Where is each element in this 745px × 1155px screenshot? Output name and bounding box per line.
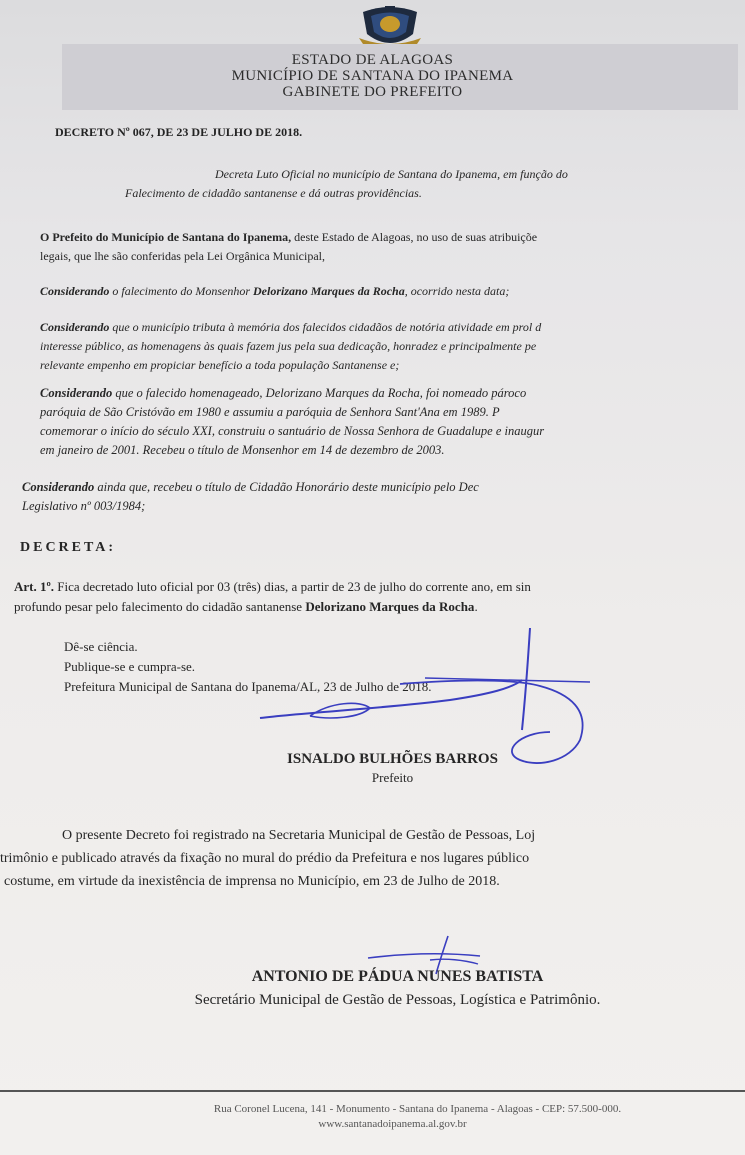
state-heading: ESTADO DE ALAGOAS xyxy=(291,52,454,68)
considerando-text: que o município tributa à memória dos falecidos cidadãos de notória atividade em prol d xyxy=(109,320,542,334)
closing-line: Publique-se e cumpra-se. xyxy=(64,659,196,674)
considerando-text: ainda que, recebeu o título de Cidadão Honorário deste município pelo Dec xyxy=(94,480,479,494)
mayor-name: ISNALDO BULHÕES BARROS xyxy=(287,751,498,767)
considerando-text: que o falecido homenageado, Delorizano Marques da Rocha, foi nomeado pároco xyxy=(112,386,527,400)
considerando-text: comemorar o início do século XXI, construiu o santuário de Nossa Senhora de Guadalupe e inaugur xyxy=(40,424,545,438)
office-heading: GABINETE DO PREFEITO xyxy=(282,84,463,100)
considerando-text: o falecimento do Monsenhor xyxy=(109,284,254,298)
preamble-text: deste Estado de Alagoas, no uso de suas atribuiçõe xyxy=(291,230,538,244)
footer-address: Rua Coronel Lucena, 141 - Monumento - Santana do Ipanema - Alagoas - CEP: 57.500-000. xyxy=(213,1103,622,1115)
considerando-3 xyxy=(40,384,745,460)
considerando-lead: Considerando xyxy=(40,320,110,334)
considerando-text: relevante empenho em propiciar benefício a toda população Santanense e; xyxy=(40,358,400,372)
closing-line: Dê-se ciência. xyxy=(64,639,138,654)
footer-divider xyxy=(0,1090,745,1092)
preamble-lead: O Prefeito do Município de Santana do Ipanema, xyxy=(40,230,292,244)
considerando-lead: Considerando xyxy=(22,480,95,494)
closing-line: Prefeitura Municipal de Santana do Ipanema/AL, 23 de Julho de 2018. xyxy=(64,679,432,694)
considerando-text: Legislativo nº 003/1984; xyxy=(22,499,146,513)
registration-line: O presente Decreto foi registrado na Secretaria Municipal de Gestão de Pessoas, Loj xyxy=(62,828,536,843)
preamble-text: legais, que lhe são conferidas pela Lei Orgânica Municipal, xyxy=(40,249,326,263)
summary-line: Decreta Luto Oficial no município de Santana do Ipanema, em função do xyxy=(215,167,568,181)
article-text: Fica decretado luto oficial por 03 (três) dias, a partir de 23 de julho do corrente ano, em sin xyxy=(54,579,531,594)
registration-line: costume, em virtude da inexistência de imprensa no Município, em 23 de Julho de 2018. xyxy=(4,874,500,889)
considerando-4 xyxy=(22,478,732,516)
decree-title: DECRETO Nº 067, DE 23 DE JULHO DE 2018. xyxy=(55,125,303,139)
secretary-role: Secretário Municipal de Gestão de Pessoas, Logística e Patrimônio. xyxy=(194,992,601,1008)
registration-paragraph xyxy=(0,824,745,893)
secretary-name: ANTONIO DE PÁDUA NUNES BATISTA xyxy=(251,968,544,985)
registration-line: trimônio e publicado através da fixação no mural do prédio da Prefeitura e nos lugares público xyxy=(0,851,530,866)
preamble-paragraph xyxy=(40,228,745,266)
considerando-lead: Considerando xyxy=(40,284,110,298)
considerando-text: paróquia de São Cristóvão em 1980 e assumiu a paróquia de Senhora Sant'Ana em 1989. P xyxy=(40,405,500,419)
municipality-heading: MUNICÍPIO DE SANTANA DO IPANEMA xyxy=(231,68,514,84)
considerando-1 xyxy=(40,282,745,301)
article-1 xyxy=(14,577,531,617)
considerando-lead: Considerando xyxy=(40,386,113,400)
decreta-heading: DECRETA: xyxy=(20,540,117,555)
footer-website: www.santanadoipanema.al.gov.br xyxy=(318,1118,467,1130)
considerando-text: em janeiro de 2001. Recebeu o título de Monsenhor em 14 de dezembro de 2003. xyxy=(40,443,445,457)
mayor-role: Prefeito xyxy=(371,770,414,785)
considerando-2 xyxy=(40,318,745,375)
considerando-text: , ocorrido nesta data; xyxy=(404,284,510,298)
honoree-name: Delorizano Marques da Rocha xyxy=(253,284,405,298)
considerando-text: interesse público, as homenagens às quais fazem jus pela sua dedicação, honradez e principalmente pe xyxy=(40,339,537,353)
honoree-name: Delorizano Marques da Rocha xyxy=(305,599,475,614)
decree-summary xyxy=(125,165,745,203)
article-lead: Art. 1º. xyxy=(14,579,55,594)
summary-line: Falecimento de cidadão santanense e dá outras providências. xyxy=(125,186,422,200)
article-text: . xyxy=(474,599,478,614)
article-text: profundo pesar pelo falecimento do cidadão santanense xyxy=(14,599,306,614)
closing-block xyxy=(64,637,432,697)
